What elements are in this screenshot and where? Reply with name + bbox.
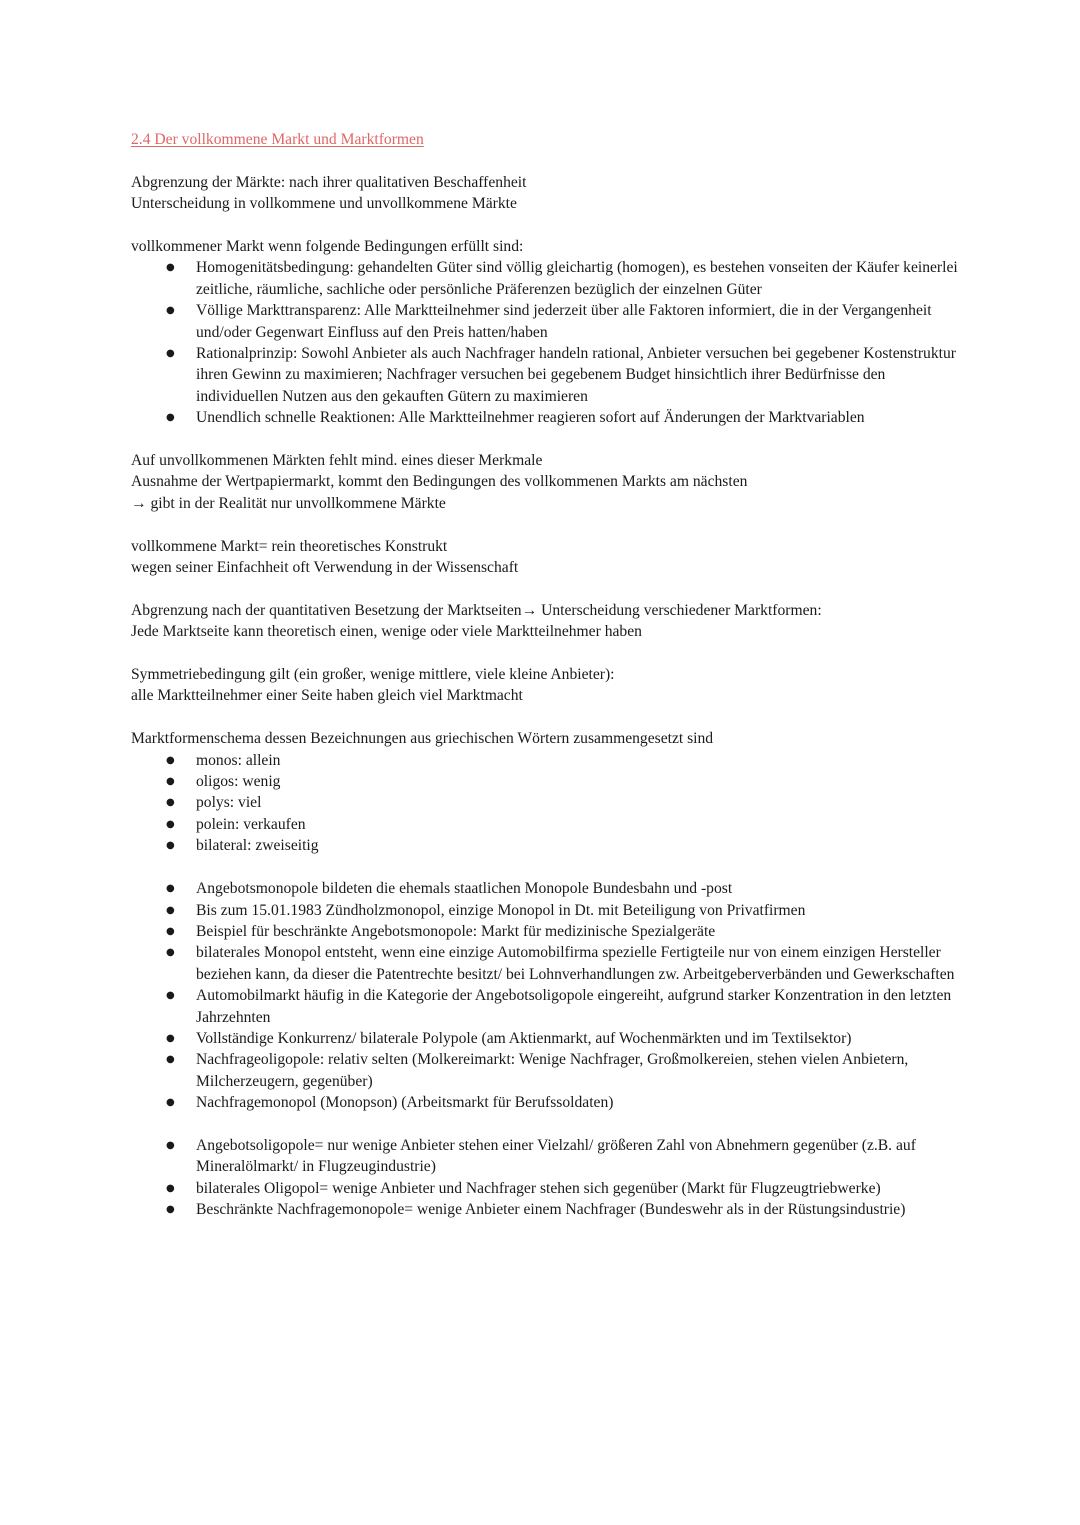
conditions-intro: vollkommener Markt wenn folgende Bedingungen erfüllt sind:	[131, 238, 524, 255]
list-item: ● Nachfrageoligopole: relativ selten (Molkereimarkt: Wenige Nachfrager, Großmolkereien, stehen vielen Anbietern, Milcherzeugern, gegenüber)	[196, 1049, 961, 1092]
greek-words-list	[131, 750, 961, 857]
list-item: ● bilaterales Monopol entsteht, wenn eine einzige Automobilfirma spezielle Fertigteile nur von einem einzigen Hersteller beziehen kann, da dieser die Patentrechte besitzt/ bei Lohnverhandlungen zw. Arbeitgeberverbänden und Gewerkschaften	[196, 942, 961, 985]
definitions-list	[131, 1135, 961, 1221]
intro-line: Abgrenzung der Märkte: nach ihrer qualitativen Beschaffenheit	[131, 173, 527, 191]
list-item: ● Völlige Markttransparenz: Alle Marktteilnehmer sind jederzeit über alle Faktoren informiert, die in der Vergangenheit und/oder Gegenwart Einfluss auf den Preis hatten/haben	[196, 300, 961, 343]
greek-intro: Marktformenschema dessen Bezeichnungen aus griechischen Wörtern zusammengesetzt sind	[131, 730, 714, 748]
spacer	[131, 150, 961, 171]
list-item: ● Unendlich schnelle Reaktionen: Alle Marktteilnehmer reagieren sofort auf Änderungen der Marktvariablen	[196, 407, 961, 428]
spacer	[131, 514, 961, 535]
list-item: ● Rationalprinzip: Sowohl Anbieter als auch Nachfrager handeln rational, Anbieter versuchen bei gegebener Kostenstruktur ihren Gewinn zu maximieren; Nachfrager versuchen bei gegebenem Budget hinsichtlich ihrer Bedürfnisse den individuellen Nutzen aus den gekauften Gütern zu maximieren	[196, 343, 961, 407]
list-item: ● Beschränkte Nachfragemonopole= wenige Anbieter einem Nachfrager (Bundeswehr als in der Rüstungsindustrie)	[196, 1199, 961, 1220]
list-item: ● Angebotsoligopole= nur wenige Anbieter stehen einer Vielzahl/ größeren Zahl von Abnehmern gegenüber (z.B. auf Mineralölmarkt/ in Flugzeugindustrie)	[196, 1135, 961, 1178]
paragraph-line: → gibt in der Realität nur unvollkommene Märkte	[131, 494, 446, 512]
spacer	[131, 429, 961, 450]
section-heading: 2.4 Der vollkommene Markt und Marktformen	[131, 131, 424, 148]
paragraph-line: Abgrenzung nach der quantitativen Besetzung der Marktseiten→ Unterscheidung verschiedener Marktformen:	[131, 601, 822, 619]
document-page	[131, 129, 961, 1221]
list-item: ● bilateral: zweiseitig	[196, 835, 961, 856]
spacer	[131, 578, 961, 599]
spacer	[131, 1114, 961, 1135]
list-item: ● polys: viel	[196, 792, 961, 813]
paragraph-line: alle Marktteilnehmer einer Seite haben gleich viel Marktmacht	[131, 687, 523, 705]
spacer	[131, 215, 961, 236]
intro-line: Unterscheidung in vollkommene und unvollkommene Märkte	[131, 195, 517, 213]
paragraph-line: wegen seiner Einfachheit oft Verwendung in der Wissenschaft	[131, 559, 519, 577]
list-item: ● Automobilmarkt häufig in die Kategorie der Angebotsoligopole eingereiht, aufgrund starker Konzentration in den letzten Jahrzehnten	[196, 985, 961, 1028]
list-item: ● polein: verkaufen	[196, 814, 961, 835]
list-item: ● Beispiel für beschränkte Angebotsmonopole: Markt für medizinische Spezialgeräte	[196, 921, 961, 942]
spacer	[131, 857, 961, 878]
paragraph-line: vollkommene Markt= rein theoretisches Konstrukt	[131, 537, 448, 555]
list-item: ● monos: allein	[196, 750, 961, 771]
spacer	[131, 707, 961, 728]
paragraph-line: Auf unvollkommenen Märkten fehlt mind. eines dieser Merkmale	[131, 452, 543, 470]
list-item: ● Nachfragemonopol (Monopson) (Arbeitsmarkt für Berufssoldaten)	[196, 1092, 961, 1113]
spacer	[131, 643, 961, 664]
list-item: ● Homogenitätsbedingung: gehandelten Güter sind völlig gleichartig (homogen), es bestehen vonseiten der Käufer keinerlei zeitliche, räumliche, sachliche oder persönliche Präferenzen bezüglich der einzelnen Güter	[196, 257, 961, 300]
paragraph-line: Symmetriebedingung gilt (ein großer, wenige mittlere, viele kleine Anbieter):	[131, 666, 615, 684]
examples-list	[131, 878, 961, 1113]
paragraph-line: Ausnahme der Wertpapiermarkt, kommt den Bedingungen des vollkommenen Markts am nächsten	[131, 473, 748, 491]
list-item: ● bilaterales Oligopol= wenige Anbieter und Nachfrager stehen sich gegenüber (Markt für Flugzeugtriebwerke)	[196, 1178, 961, 1199]
paragraph-line: Jede Marktseite kann theoretisch einen, wenige oder viele Marktteilnehmer haben	[131, 623, 642, 641]
list-item: ● Vollständige Konkurrenz/ bilaterale Polypole (am Aktienmarkt, auf Wochenmärkten und im Textilsektor)	[196, 1028, 961, 1049]
list-item: ● oligos: wenig	[196, 771, 961, 792]
conditions-list	[131, 257, 961, 428]
list-item: ● Angebotsmonopole bildeten die ehemals staatlichen Monopole Bundesbahn und -post	[196, 878, 961, 899]
list-item: ● Bis zum 15.01.1983 Zündholzmonopol, einzige Monopol in Dt. mit Beteiligung von Privatfirmen	[196, 900, 961, 921]
